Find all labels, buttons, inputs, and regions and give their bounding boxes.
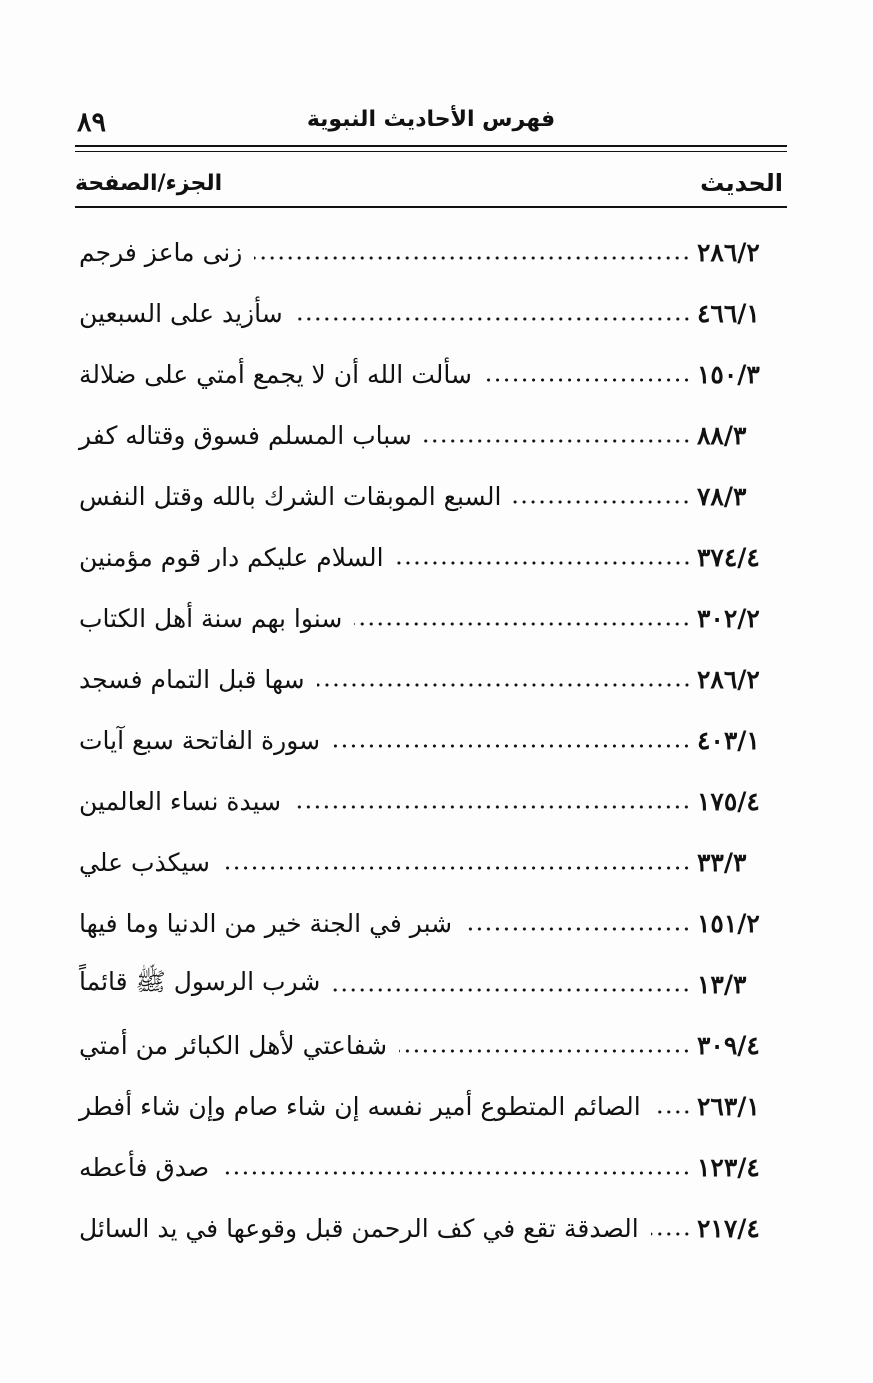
dot-leader	[513, 500, 691, 504]
list-item	[75, 283, 787, 344]
list-item	[75, 588, 787, 649]
list-item	[75, 1076, 787, 1137]
volume-page-ref: ٢١٧/٤	[697, 1214, 760, 1243]
dot-leader	[295, 317, 691, 321]
hadith-text: سها قبل التمام فسجد	[79, 665, 305, 694]
hadith-text: سورة الفاتحة سبع آيات	[79, 726, 321, 755]
page-number: ٨٩	[77, 107, 107, 138]
header-rule-thin	[75, 151, 787, 152]
list-item	[75, 1198, 787, 1259]
column-heading-rule	[75, 206, 787, 208]
volume-page-ref: ١٥٠/٣	[697, 360, 760, 389]
list-item	[75, 710, 787, 771]
dot-leader	[651, 1232, 691, 1236]
hadith-text: السلام عليكم دار قوم مؤمنين	[79, 543, 384, 572]
volume-page-ref: ٣٧٤/٤	[697, 543, 760, 572]
hadith-text: سيدة نساء العالمين	[79, 787, 282, 816]
volume-page-ref: ٢٦٣/١	[697, 1092, 760, 1121]
dot-leader	[293, 805, 691, 809]
hadith-text: شفاعتي لأهل الكبائر من أمتي	[79, 1031, 388, 1060]
volume-page-ref: ١٢٣/٤	[697, 1153, 760, 1182]
list-item	[75, 1137, 787, 1198]
running-head	[75, 103, 787, 143]
volume-page-ref: ٢٨٦/٢	[697, 238, 760, 267]
column-heading-hadith: الحديث	[700, 169, 783, 197]
index-list	[75, 222, 787, 1259]
hadith-text: الصائم المتطوع أمير نفسه إن شاء صام وإن شاء أفطر	[79, 1092, 641, 1121]
dot-leader	[332, 988, 691, 992]
volume-page-ref: ٢٨٦/٢	[697, 665, 760, 694]
dot-leader	[354, 622, 691, 626]
hadith-text: شبر في الجنة خير من الدنيا وما فيها	[79, 909, 453, 938]
list-item	[75, 344, 787, 405]
volume-page-ref: ٣٠٢/٢	[697, 604, 760, 633]
dot-leader	[222, 866, 691, 870]
dot-leader	[399, 1049, 691, 1053]
list-item	[75, 893, 787, 954]
volume-page-ref: ٤٠٣/١	[697, 726, 760, 755]
volume-page-ref: ٧٨/٣	[697, 482, 747, 511]
list-item	[75, 1015, 787, 1076]
list-item	[75, 649, 787, 710]
list-item	[75, 222, 787, 283]
dot-leader	[396, 561, 691, 565]
header-rule-thick	[75, 145, 787, 147]
hadith-text: سأزيد على السبعين	[79, 299, 283, 328]
dot-leader	[221, 1171, 691, 1175]
dot-leader	[653, 1110, 691, 1114]
hadith-text: سباب المسلم فسوق وقتاله كفر	[79, 421, 412, 450]
hadith-text: سألت الله أن لا يجمع أمتي على ضلالة	[79, 360, 472, 389]
hadith-text: سنوا بهم سنة أهل الكتاب	[79, 604, 343, 633]
list-item	[75, 771, 787, 832]
hadith-text: السبع الموبقات الشرك بالله وقتل النفس	[79, 482, 502, 511]
volume-page-ref: ٣٣/٣	[697, 848, 747, 877]
hadith-text: الصدقة تقع في كف الرحمن قبل وقوعها في يد السائل	[79, 1214, 639, 1243]
list-item	[75, 405, 787, 466]
running-title: فهرس الأحاديث النبوية	[306, 107, 556, 132]
volume-page-ref: ١٥١/٢	[697, 909, 760, 938]
volume-page-ref: ١٣/٣	[697, 970, 747, 999]
list-item	[75, 466, 787, 527]
volume-page-ref: ٣٠٩/٤	[697, 1031, 760, 1060]
column-heading-reference: الجزء/الصفحة	[75, 171, 223, 196]
dot-leader	[484, 378, 691, 382]
dot-leader	[424, 439, 691, 443]
dot-leader	[254, 256, 691, 260]
hadith-text: سيكذب علي	[79, 848, 210, 877]
dot-leader	[332, 744, 691, 748]
hadith-text: صدق فأعطه	[79, 1153, 210, 1182]
dot-leader	[464, 927, 691, 931]
list-item	[75, 954, 787, 1015]
column-headings	[75, 165, 787, 205]
dot-leader	[317, 683, 691, 687]
hadith-text: زنى ماعز فرجم	[79, 238, 243, 267]
volume-page-ref: ١٧٥/٤	[697, 787, 760, 816]
list-item	[75, 832, 787, 893]
list-item	[75, 527, 787, 588]
hadith-text: شرب الرسول ﷺ قائماً	[79, 967, 321, 996]
volume-page-ref: ٤٦٦/١	[697, 299, 760, 328]
volume-page-ref: ٨٨/٣	[697, 421, 747, 450]
